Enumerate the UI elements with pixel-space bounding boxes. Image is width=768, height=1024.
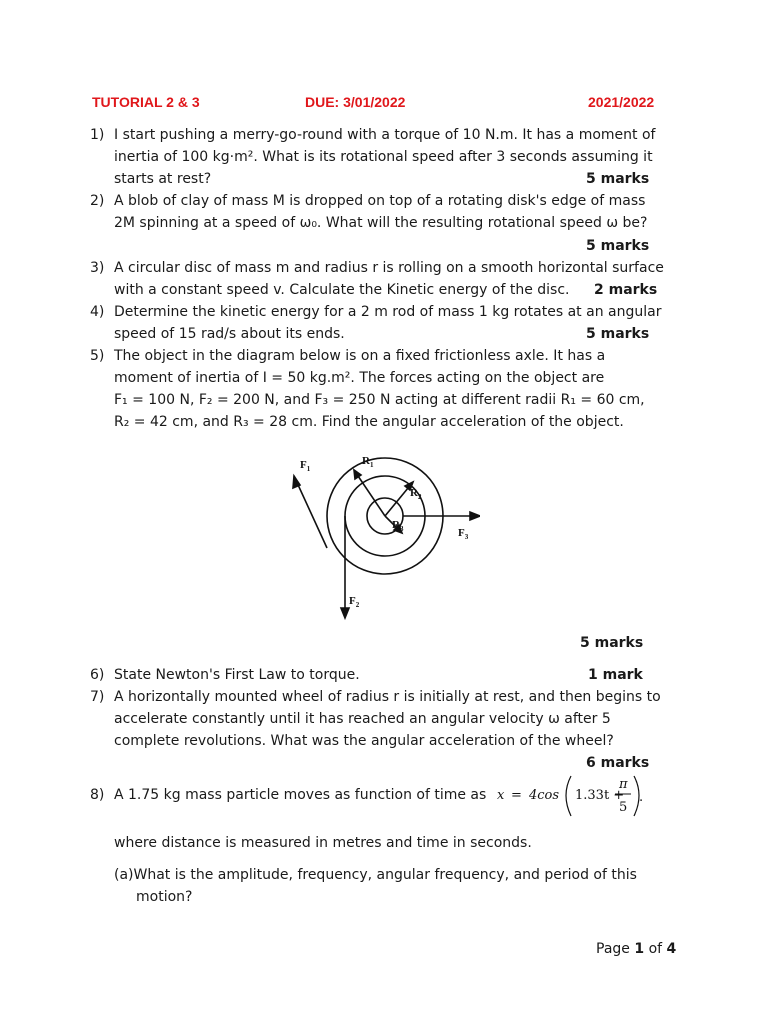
f2-label <box>349 595 360 609</box>
f1-letter: F <box>300 459 307 471</box>
question-line: 2M spinning at a speed of ω₀. What will the resulting rotational speed ω be? <box>114 215 648 231</box>
f1-arrowhead <box>293 476 300 488</box>
question-number: 4) <box>90 304 105 320</box>
marks-label: 1 mark <box>588 667 643 683</box>
left-paren <box>566 776 571 816</box>
question-number: 6) <box>90 667 105 683</box>
f2-letter: F <box>349 595 356 607</box>
question-line: with a constant speed v. Calculate the Kinetic energy of the disc. <box>114 282 570 298</box>
question-line: inertia of 100 kg·m². What is its rotational speed after 3 seconds assuming it <box>114 149 653 165</box>
question-number: 3) <box>90 260 105 276</box>
question-line: A blob of clay of mass M is dropped on top of a rotating disk's edge of mass <box>114 193 646 209</box>
question-number: 8) <box>90 787 105 803</box>
subpart-line: motion? <box>136 889 193 905</box>
question-line: where distance is measured in metres and time in seconds. <box>114 835 532 851</box>
subpart-line: (a)What is the amplitude, frequency, angular frequency, and period of this <box>114 867 637 883</box>
r3-letter: R <box>392 519 400 531</box>
question-line: I start pushing a merry-go-round with a torque of 10 N.m. It has a moment of <box>114 127 656 143</box>
question-line: Determine the kinetic energy for a 2 m rod of mass 1 kg rotates at an angular <box>114 304 662 320</box>
question-line: The object in the diagram below is on a fixed frictionless axle. It has a <box>114 348 606 364</box>
question-number: 2) <box>90 193 105 209</box>
question-line: F₁ = 100 N, F₂ = 200 N, and F₃ = 250 N acting at different radii R₁ = 60 cm, <box>114 392 645 408</box>
marks-label: 6 marks <box>586 755 650 771</box>
question-number: 1) <box>90 127 105 143</box>
question-line: R₂ = 42 cm, and R₃ = 28 cm. Find the angular acceleration of the object. <box>114 414 624 430</box>
marks-label: 2 marks <box>594 282 658 298</box>
question-number: 7) <box>90 689 105 705</box>
marks-label: 5 marks <box>580 635 644 651</box>
r3-subscript: 3 <box>399 525 404 533</box>
f1-label <box>300 459 311 473</box>
question-number: 5) <box>90 348 105 364</box>
question-line: A circular disc of mass m and radius r is rolling on a smooth horizontal surface <box>114 260 664 276</box>
question-line: A horizontally mounted wheel of radius r is initially at rest, and then begins to <box>114 689 661 705</box>
f2-arrowhead <box>341 608 349 618</box>
r2-letter: R <box>410 487 418 499</box>
formula-denominator: 5 <box>619 800 628 815</box>
f2-subscript: 2 <box>355 601 360 609</box>
formula-coefficient: 4cos <box>529 788 560 803</box>
r1-letter: R <box>362 455 370 467</box>
f3-label <box>458 527 469 541</box>
due-date: DUE: 3/01/2022 <box>305 94 406 110</box>
current-page: 1 <box>634 941 645 957</box>
question-line: accelerate constantly until it has reached an angular velocity ω after 5 <box>114 711 611 727</box>
marks-label: 5 marks <box>586 171 650 187</box>
academic-year: 2021/2022 <box>588 94 655 110</box>
question-line: State Newton's First Law to torque. <box>114 667 360 683</box>
r2-label <box>410 487 422 501</box>
marks-label: 5 marks <box>586 238 650 254</box>
position-formula <box>497 768 647 820</box>
r1-label <box>362 455 374 469</box>
formula-inner: 1.33t + <box>575 788 625 803</box>
page-word: Page <box>596 941 630 957</box>
f1-subscript: 1 <box>306 465 311 473</box>
of-word: of <box>648 941 663 957</box>
f3-arrowhead <box>470 512 480 520</box>
torque-diagram <box>280 448 480 628</box>
question-line: starts at rest? <box>114 171 212 187</box>
marks-label: 5 marks <box>586 326 650 342</box>
f3-subscript: 3 <box>464 533 469 541</box>
question-line: A 1.75 kg mass particle moves as function of time as <box>114 787 487 803</box>
r2-subscript: 2 <box>417 493 422 501</box>
formula-x: x <box>497 788 505 803</box>
question-line: speed of 15 rad/s about its ends. <box>114 326 345 342</box>
question-line: complete revolutions. What was the angular acceleration of the wheel? <box>114 733 614 749</box>
page-number <box>596 941 676 957</box>
f3-letter: F <box>458 527 465 539</box>
total-pages: 4 <box>666 941 677 957</box>
formula-equals: = <box>511 788 522 803</box>
formula-period: . <box>639 790 644 805</box>
question-line: moment of inertia of I = 50 kg.m². The forces acting on the object are <box>114 370 605 386</box>
tutorial-title: TUTORIAL 2 & 3 <box>92 94 200 110</box>
f1-force-line <box>294 476 327 548</box>
r1-subscript: 1 <box>369 461 374 469</box>
formula-numerator: π <box>619 777 628 792</box>
